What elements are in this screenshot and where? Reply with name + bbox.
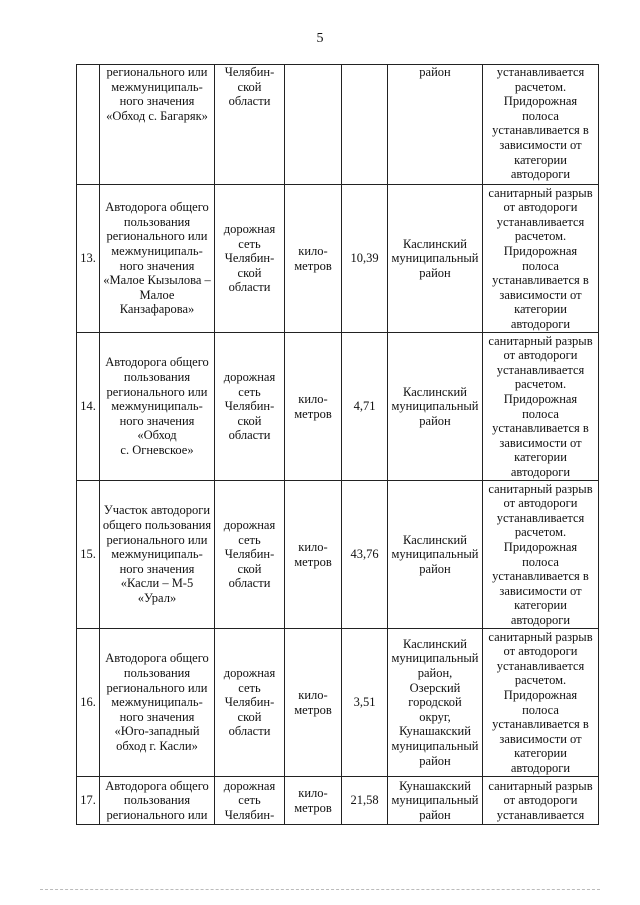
roads-table (76, 64, 599, 825)
cell-length: 3,51 (342, 629, 388, 777)
cell-network: дорожная сеть Челябин- ской области (215, 333, 285, 481)
cell-notes: санитарный разрыв от автодороги устанавливается расчетом. Придорожная полоса устанавливается в зависимости от категории автодороги (483, 481, 599, 629)
cell-network: дорожная сеть Челябин- ской области (215, 481, 285, 629)
table-row (77, 65, 599, 185)
cell-notes: устанавливается расчетом. Придорожная полоса устанавливается в зависимости от категории автодороги (483, 65, 599, 185)
cell-name: Участок автодороги общего пользования регионального или межмуниципаль- ного значения «Касли – М-5 «Урал» (100, 481, 215, 629)
cell-name: Автодорога общего пользования регионального или межмуниципаль- ного значения «Юго-западный обход г. Касли» (100, 629, 215, 777)
cell-notes: санитарный разрыв от автодороги устанавливается расчетом. Придорожная полоса устанавливается в зависимости от категории автодороги (483, 629, 599, 777)
cell-num: 15. (77, 481, 100, 629)
cell-length: 43,76 (342, 481, 388, 629)
cell-name: Автодорога общего пользования регионального или межмуниципаль- ного значения «Малое Кызылова – Малое Канзафарова» (100, 185, 215, 333)
page-bottom-line (40, 889, 600, 890)
cell-network: Челябин- ской области (215, 65, 285, 185)
cell-num: 14. (77, 333, 100, 481)
cell-notes: санитарный разрыв от автодороги устанавливается расчетом. Придорожная полоса устанавливается в зависимости от категории автодороги (483, 185, 599, 333)
cell-unit: кило- метров (285, 185, 342, 333)
cell-network: дорожная сеть Челябин- ской области (215, 185, 285, 333)
cell-length: 10,39 (342, 185, 388, 333)
cell-district: район (388, 65, 483, 185)
table-row (77, 777, 599, 825)
cell-unit: кило- метров (285, 629, 342, 777)
cell-name: Автодорога общего пользования регионального или межмуниципаль- ного значения «Обход с. Огневское» (100, 333, 215, 481)
cell-name: регионального или межмуниципаль- ного значения «Обход с. Багаряк» (100, 65, 215, 185)
cell-length (342, 65, 388, 185)
cell-num (77, 65, 100, 185)
cell-unit: кило- метров (285, 481, 342, 629)
cell-notes: санитарный разрыв от автодороги устанавливается расчетом. Придорожная полоса устанавливается в зависимости от категории автодороги (483, 333, 599, 481)
cell-length: 21,58 (342, 777, 388, 825)
cell-num: 13. (77, 185, 100, 333)
cell-district: Каслинский муниципальный район (388, 481, 483, 629)
cell-district: Кунашакский муниципальный район (388, 777, 483, 825)
cell-district: Каслинский муниципальный район (388, 333, 483, 481)
cell-unit: кило- метров (285, 777, 342, 825)
cell-district: Каслинский муниципальный район (388, 185, 483, 333)
cell-unit: кило- метров (285, 333, 342, 481)
cell-network: дорожная сеть Челябин- ской области (215, 629, 285, 777)
cell-length: 4,71 (342, 333, 388, 481)
cell-notes: санитарный разрыв от автодороги устанавливается (483, 777, 599, 825)
table-row (77, 481, 599, 629)
cell-name: Автодорога общего пользования регионального или (100, 777, 215, 825)
table-row (77, 629, 599, 777)
cell-district: Каслинский муниципальный район, Озерский городской округ, Кунашакский муниципальный район (388, 629, 483, 777)
cell-num: 16. (77, 629, 100, 777)
cell-network: дорожная сеть Челябин- (215, 777, 285, 825)
cell-num: 17. (77, 777, 100, 825)
table-row (77, 185, 599, 333)
page-number: 5 (316, 31, 324, 46)
cell-unit (285, 65, 342, 185)
table-row (77, 333, 599, 481)
